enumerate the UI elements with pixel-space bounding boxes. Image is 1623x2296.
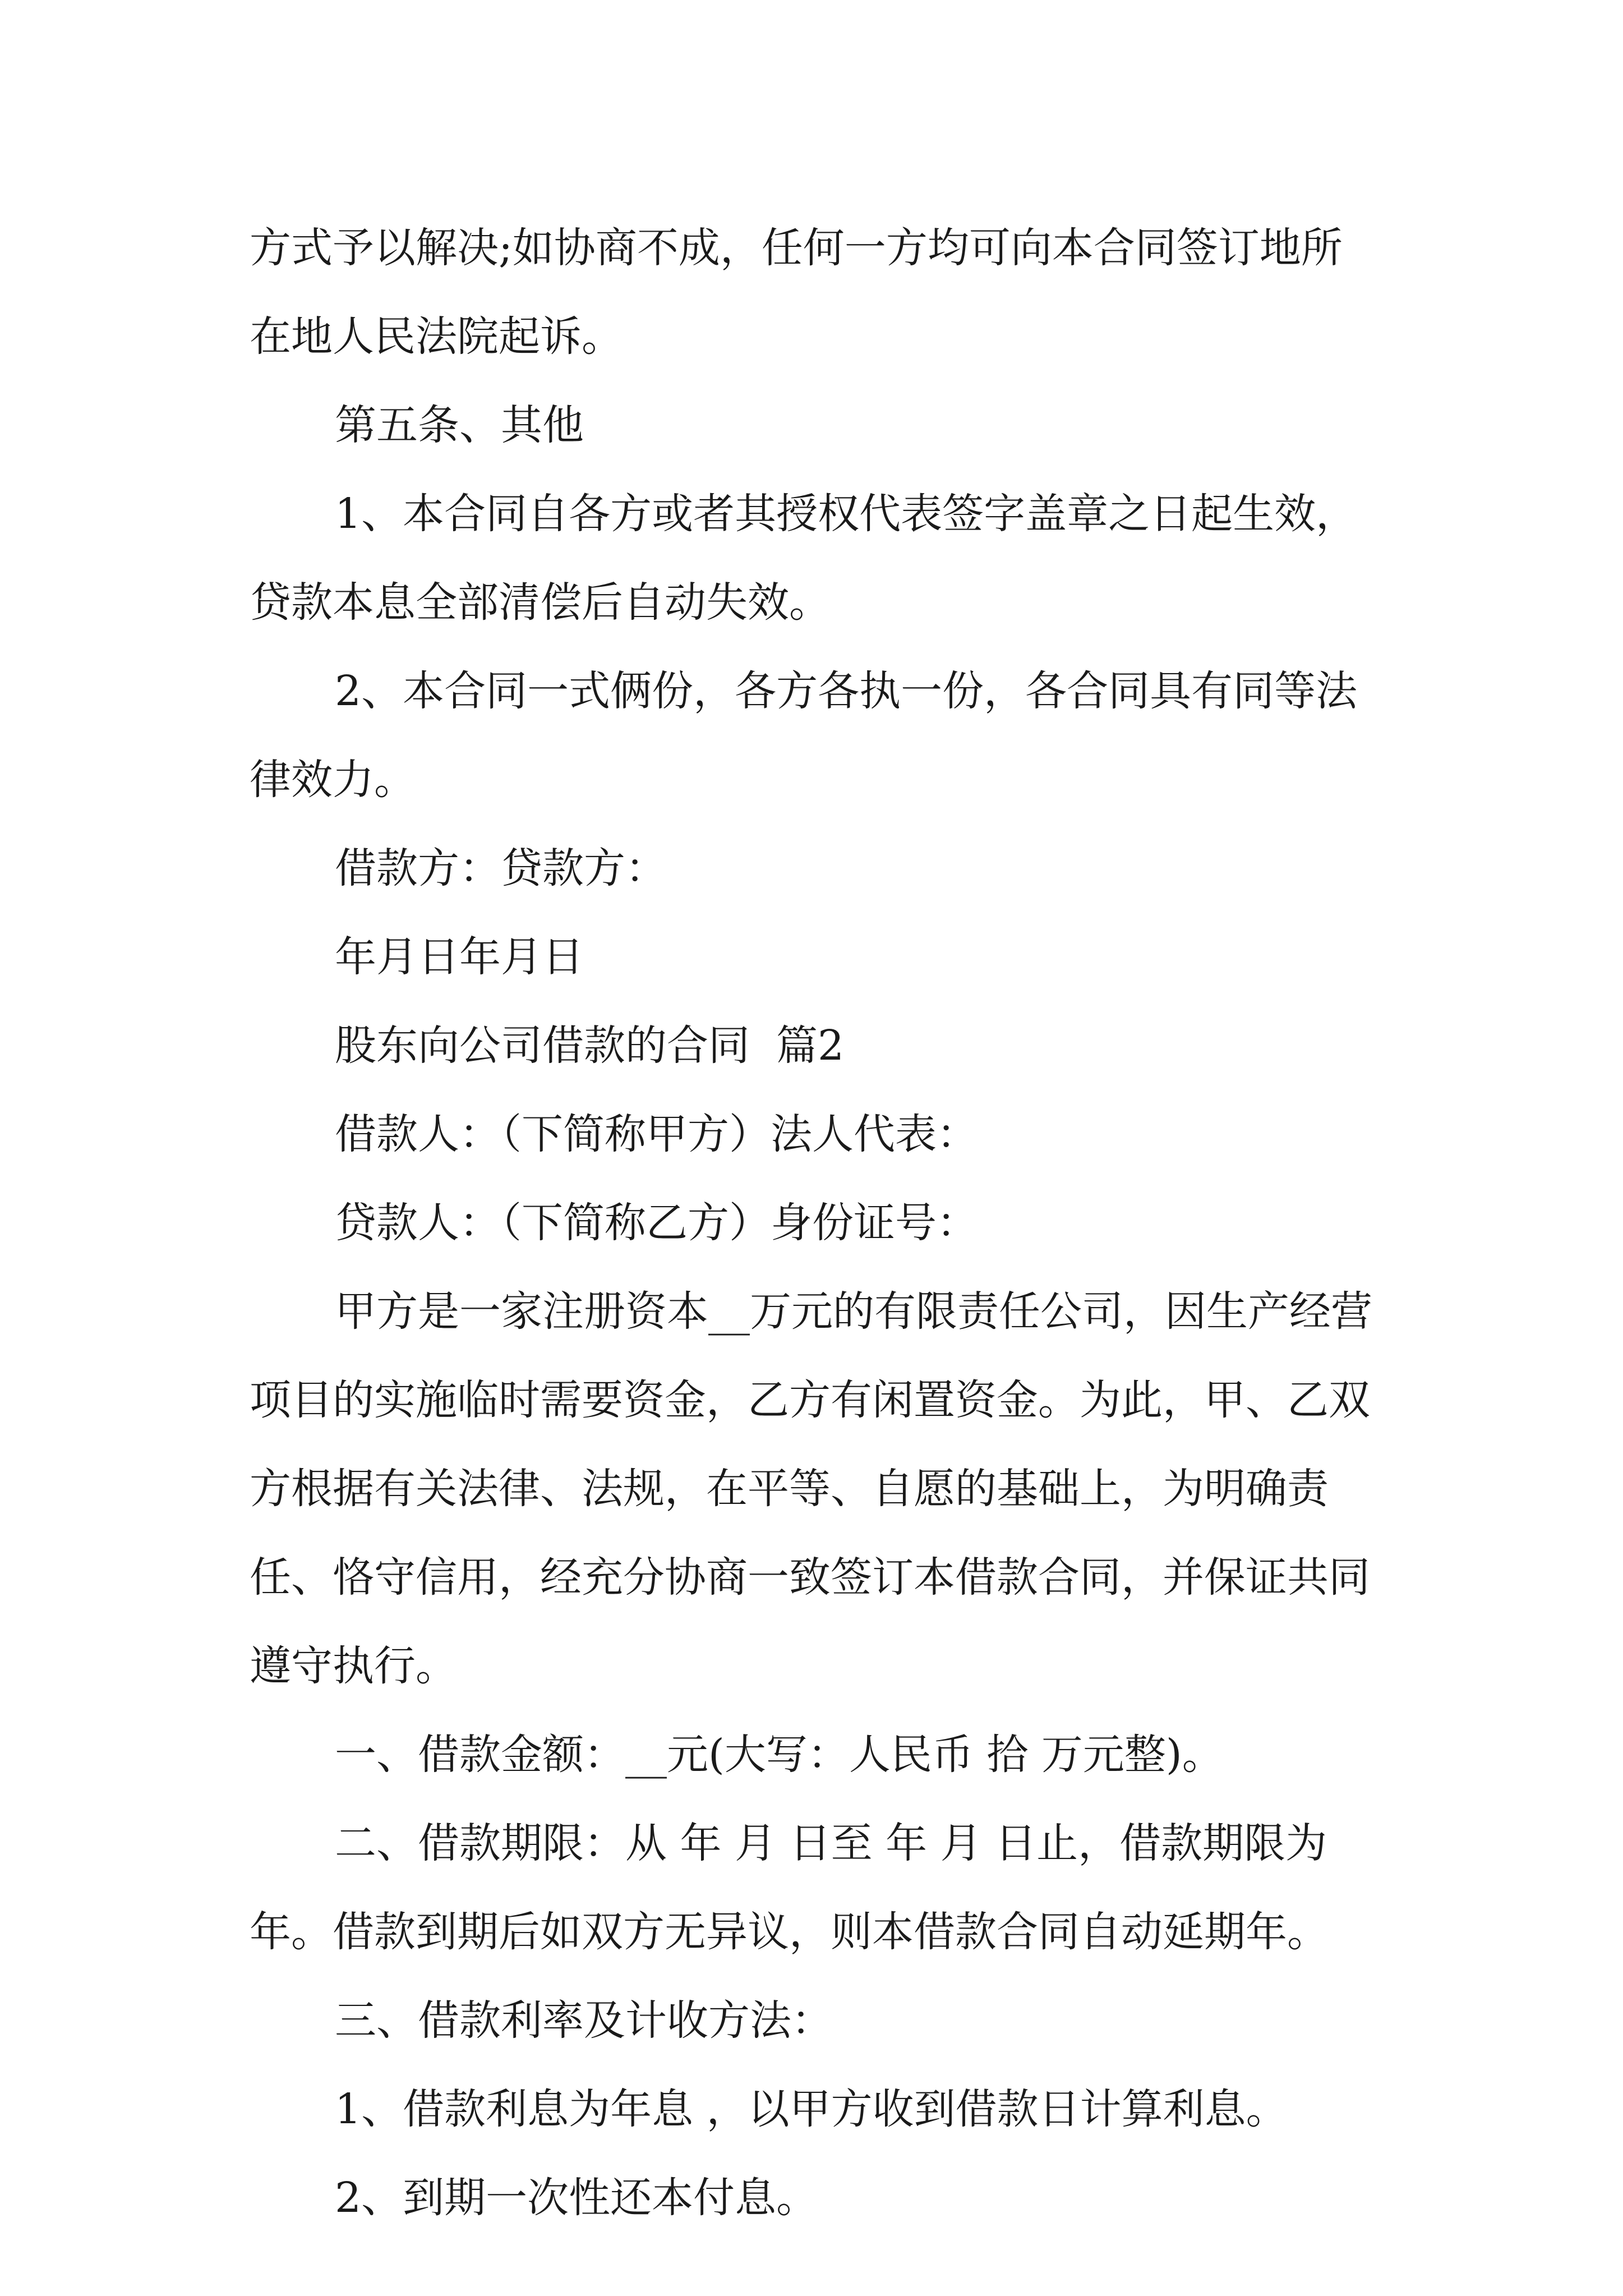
signature-parties-line: 借款方：贷款方： [335, 844, 667, 892]
signature-date-line: 年月日年月日 [335, 933, 584, 981]
heading-article-five: 第五条、其他 [335, 401, 584, 449]
paragraph-dispute-resolution: 方式予以解决;如协商不成，任何一方均可向本合同签订地所在地人民法院起诉。 [250, 224, 1343, 361]
clause-loan-amount: 一、借款金额：__元(大写：人民币 拾 万元整)。 [335, 1731, 1224, 1779]
borrower-line: 借款人：（下简称甲方）法人代表： [335, 1110, 978, 1158]
lender-line: 贷款人：（下简称乙方）身份证号： [335, 1199, 978, 1247]
clause-interest-1: 1、借款利息为年息 ，以甲方收到借款日计算利息。 [335, 2085, 1288, 2133]
clause-loan-term: 二、借款期限：从 年 月 日至 年 月 日止，借款期限为 年。借款到期后如双方无异议，则本借款合同自动延期年。 [250, 1819, 1340, 1956]
section-title-part-2: 股东向公司借款的合同 篇2 [335, 1022, 845, 1070]
paragraph-preamble: 甲方是一家注册资本__万元的有限责任公司，因生产经营项目的实施临时需要资金，乙方有闲置资金。为此，甲、乙双方根据有关法律、法规，在平等、自愿的基础上，为明确责任、恪守信用，经充分协商一致签订本借款合同，并保证共同遵守执行。 [250, 1287, 1372, 1690]
paragraph-clause-1: 1、本合同自各方或者其授权代表签字盖章之日起生效，贷款本息全部清偿后自动失效。 [250, 490, 1358, 627]
clause-interest-heading: 三、借款利率及计收方法： [335, 1996, 833, 2045]
document-body [250, 204, 1382, 2242]
paragraph-clause-2: 2、本合同一式俩份，各方各执一份，各合同具有同等法律效力。 [250, 667, 1358, 804]
clause-interest-2: 2、到期一次性还本付息。 [335, 2174, 818, 2222]
